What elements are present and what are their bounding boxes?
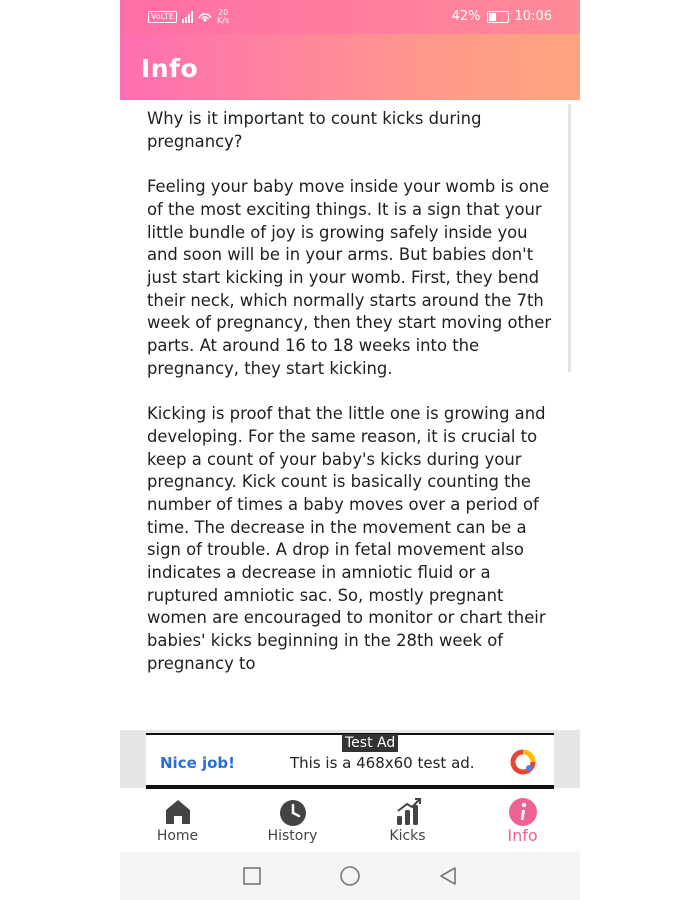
battery-fill <box>489 13 496 21</box>
network-speed <box>217 9 229 25</box>
article-question: Why is it important to count kicks during pregnancy? <box>147 109 482 151</box>
home-circle-icon[interactable] <box>338 864 362 888</box>
clock-icon <box>277 796 309 828</box>
ad-nice-job[interactable]: Nice job! <box>160 754 236 772</box>
signal-icon <box>182 11 193 23</box>
system-navigation-bar <box>120 852 580 900</box>
admob-logo-icon[interactable] <box>510 749 536 775</box>
battery-percent: 42% <box>451 9 481 24</box>
app-bar <box>120 34 580 100</box>
status-right <box>452 9 552 24</box>
nav-kicks[interactable] <box>350 790 465 852</box>
status-bar <box>120 0 580 34</box>
phone-screen <box>120 0 580 900</box>
test-ad-label: Test Ad <box>342 734 398 752</box>
bar-chart-icon <box>392 796 424 828</box>
nav-home-label: Home <box>156 828 199 844</box>
nav-info[interactable] <box>465 790 580 852</box>
ad-container <box>120 730 580 788</box>
back-icon[interactable] <box>436 864 460 888</box>
network-speed-value: 20 <box>218 8 229 17</box>
info-icon <box>507 796 539 828</box>
test-ad-banner[interactable] <box>146 733 554 789</box>
hotspot-icon <box>198 11 212 23</box>
ad-text[interactable]: This is a 468x60 test ad. <box>290 754 475 772</box>
page-title: Info <box>141 54 199 83</box>
volte-badge: VoLTE <box>148 11 177 23</box>
recent-apps-icon[interactable] <box>240 864 264 888</box>
bottom-navigation <box>120 790 580 852</box>
nav-home[interactable] <box>120 790 235 852</box>
scrollbar[interactable] <box>568 104 571 372</box>
nav-history[interactable] <box>235 790 350 852</box>
info-article[interactable] <box>147 108 557 726</box>
clock-time: 10:06 <box>514 9 552 24</box>
article-paragraph: Feeling your baby move inside your womb is one of the most exciting things. It is a sign that your little bundle of joy is growing safely inside you and soon will be in your arms. But babies don't just start kicking in your womb. First, they bend their neck, which normally starts around the 7th week of pregnancy, then they start moving other parts. At around 16 to 18 weeks into the pregnancy, they start kicking. <box>147 177 552 378</box>
article-paragraph: Kicking is proof that the little one is growing and developing. For the same reason, it is crucial to keep a count of your baby's kicks during your pregnancy. Kick count is basically counting the number of times a baby moves over a period of time. The decrease in the movement can be a sign of trouble. A drop in fetal movement also indicates a decrease in amniotic fluid or a ruptured amniotic sac. So, mostly pregnant women are encouraged to monitor or chart their babies' kicks beginning in the 28th week of pregnancy to <box>147 404 546 673</box>
nav-kicks-label: Kicks <box>389 828 426 844</box>
nav-history-label: History <box>267 828 318 844</box>
home-icon <box>162 796 194 828</box>
nav-info-label: Info <box>507 826 538 845</box>
status-left <box>148 9 229 25</box>
network-speed-unit: K/s <box>217 16 230 25</box>
battery-icon <box>487 11 509 23</box>
